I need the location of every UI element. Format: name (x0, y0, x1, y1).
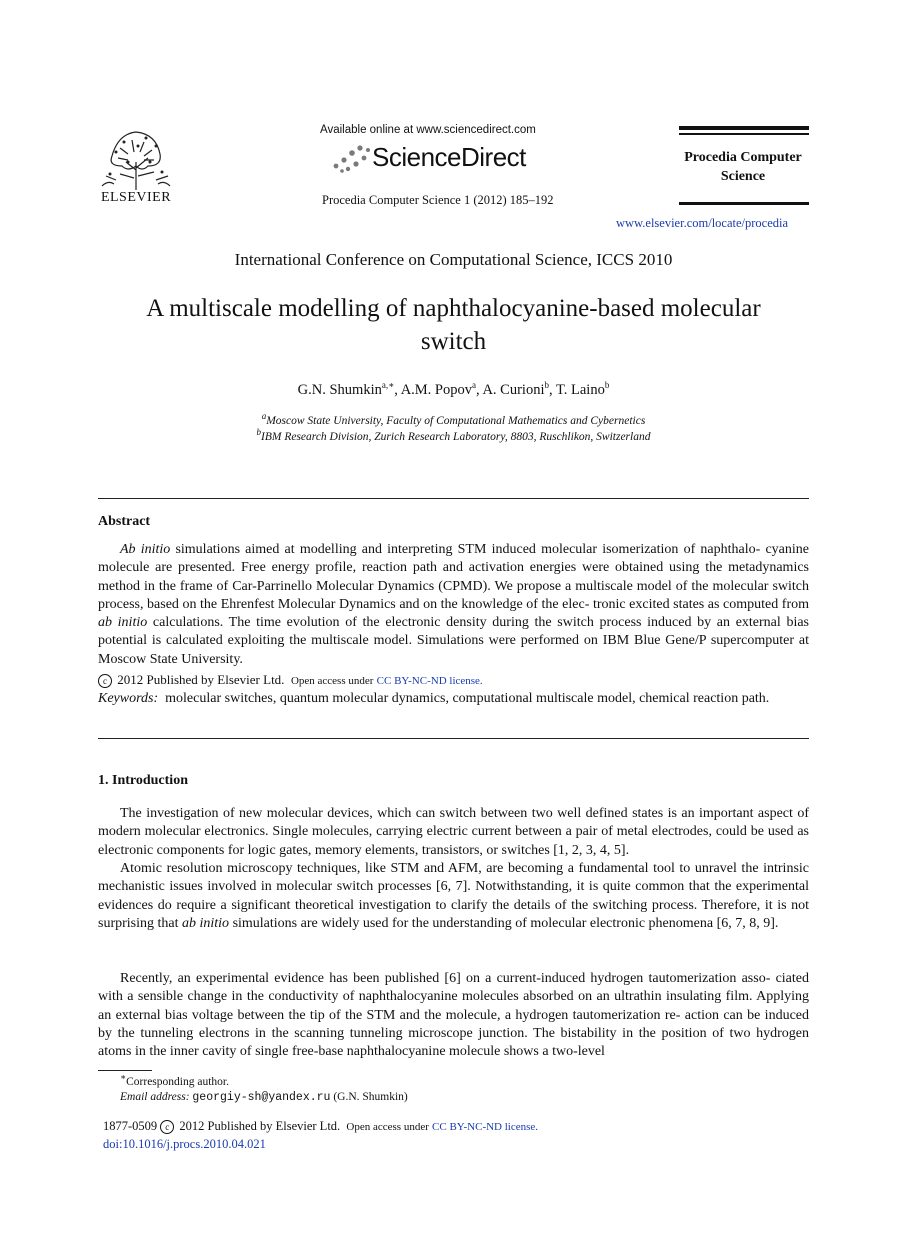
elsevier-tree-logo-icon (98, 126, 174, 192)
journal-name (672, 148, 814, 186)
copyright-icon: c (160, 1120, 174, 1134)
doi-link[interactable]: doi:10.1016/j.procs.2010.04.021 (103, 1137, 266, 1151)
author-sup: b (544, 380, 549, 391)
keywords-label: Keywords: (98, 691, 159, 706)
journal-reference: Procedia Computer Science 1 (2012) 185–192 (322, 193, 554, 207)
copyright-line (98, 672, 483, 688)
abstract-line: of the molecular switch process, based on the Ehrenfest Molecular Dynamics and on the knowledge of the elec- (98, 578, 809, 612)
abstract-line: cyanine molecule are presented. Free energy profile, reaction path and activation energies were obtained using the (98, 542, 809, 576)
intro-paragraph-2 (98, 860, 809, 933)
email-owner: (G.N. Shumkin) (333, 1091, 408, 1103)
paragraph-line: the experimental evidences do require a significant theoretical investigation to clarify the details of the switching (98, 879, 810, 913)
keywords-text: molecular switches, quantum molecular dynamics, computational multiscale model, chemical reaction (165, 691, 739, 706)
footer-open-access: Open access under (346, 1121, 429, 1133)
affiliation-b (0, 427, 907, 443)
affiliation-sup: b (256, 427, 262, 438)
issn: 1877-0509 (103, 1119, 158, 1133)
journal-name-line1: Procedia Computer (684, 150, 802, 165)
footer-license-link[interactable]: CC BY-NC-ND license. (432, 1121, 539, 1133)
paragraph-line: The investigation of new molecular devices, which can switch between two well defined states is an important (120, 806, 754, 821)
journal-bar-top (679, 126, 809, 130)
abstract-line: tronic excited states as computed from (592, 596, 810, 612)
copyright-icon: c (98, 674, 112, 688)
abstract-top-rule (98, 498, 809, 499)
paragraph-line: intrinsic mechanistic issues involved in molecular switch processes [6, 7]. Notwithstanding, it is quite common that (98, 861, 809, 895)
author-list: G.N. Shumkin$^{a,∗}$, A.M. Popov$^a$, A. Curioni$^b$, T. Laino$^b$ (297, 380, 610, 398)
footnote-rule (98, 1070, 152, 1071)
available-online-text[interactable]: Available online at www.sciencedirect.com (320, 124, 536, 136)
paragraph-line: film. Applying an external bias voltage between the tip of the STM and the molecule, a hydrogen tautomerization re- (98, 989, 810, 1023)
paragraph-line: aspect of modern molecular electronics. Single molecules, carrying electric current between a pair of metal electrodes, (98, 806, 809, 840)
email-label: Email address: (120, 1091, 190, 1103)
paragraph-line: Atomic resolution microscopy techniques, like STM and AFM, are becoming a fundamental tool to unravel the (120, 861, 759, 876)
elsevier-logo-text: ELSEVIER (100, 190, 172, 205)
corresponding-text: Corresponding author. (126, 1076, 229, 1088)
paragraph-line: simulations are widely used for the understanding of molecular (232, 915, 587, 931)
keywords-text-cont: path. (741, 691, 770, 706)
paragraph-line: could be used as electronic components for logic gates, memory elements, transistors, or switches [1, 2, 3, 4, 5]. (98, 824, 809, 858)
keywords (98, 690, 809, 708)
email-address[interactable]: georgiy-sh@yandex.ru (192, 1091, 331, 1104)
paragraph-line: electronic phenomena [6, 7, 8, 9]. (589, 915, 779, 931)
conference-name: International Conference on Computational Science, ICCS 2010 (234, 250, 673, 269)
abstract-heading: Abstract (98, 514, 151, 529)
affiliation-text: Moscow State University, Faculty of Computational Mathematics and Cybernetics (266, 415, 646, 427)
affiliation-sup: a (261, 411, 267, 422)
corresponding-author-note (120, 1072, 229, 1088)
author-name: A. Curioni (482, 382, 545, 398)
abstract-line: performed on IBM Blue Gene/P supercomputer at Moscow State University. (98, 633, 809, 667)
author-sup: b (604, 380, 610, 391)
abstract-bottom-rule (98, 738, 809, 739)
paragraph-line: Recently, an experimental evidence has been published [6] on a current-induced hydrogen tautomerization asso- (120, 971, 771, 986)
author-name: T. Laino (555, 382, 605, 398)
intro-paragraph-1 (98, 805, 809, 860)
abstract-line: calculations. The time evolution of the electronic density during the (152, 615, 552, 631)
author-sup: a,∗ (381, 380, 395, 391)
introduction-heading: 1. Introduction (98, 773, 188, 788)
footnote-star: ∗ (120, 1072, 127, 1083)
abstract-line: switch process induced by an external bias potential is calculated exploiting the multiscale model. Simulations were (98, 615, 809, 649)
author-name: G.N. Shumkin (297, 382, 382, 398)
author-sup: a (472, 380, 476, 391)
journal-url-link[interactable]: www.elsevier.com/locate/procedia (616, 216, 789, 230)
ab-initio-emphasis: Ab initio (120, 542, 171, 557)
affiliation-a (0, 411, 907, 427)
journal-name-line2: Science (720, 169, 766, 184)
open-access-text: Open access under (290, 675, 374, 687)
abstract-line: simulations aimed at modelling and interpreting STM induced molecular isomerization of naphthalo- (175, 542, 761, 557)
paragraph-line: action can be induced by the tunneling electrons in the scanning tunneling microscope junction. The bistability in the (98, 1007, 809, 1041)
journal-bar-bottom (679, 202, 809, 205)
abstract-body (98, 541, 809, 669)
paper-title (100, 292, 807, 358)
license-link[interactable]: CC BY-NC-ND license. (376, 675, 483, 687)
paragraph-line: process. Therefore, it is not surprising that (98, 897, 810, 931)
ab-initio-emphasis: ab initio (182, 915, 230, 931)
affiliation-text: IBM Research Division, Zurich Research Laboratory, 8803, Ruschlikon, Switzerland (261, 431, 651, 443)
intro-paragraph-3 (98, 970, 809, 1061)
sciencedirect-logo-text[interactable]: ScienceDirect (372, 142, 526, 172)
journal-bar-top-thin (679, 133, 809, 135)
ab-initio-emphasis: ab initio (98, 615, 148, 631)
footer-published: 2012 Published by Elsevier Ltd. (179, 1119, 341, 1133)
paragraph-line: ciated with a sensible change in the conductivity of naphthalocyanine molecules absorbed on an ultrathin insulating (98, 971, 809, 1005)
abstract-line: metadynamics method in the frame of Car-Parrinello Molecular Dynamics (CPMD). We propose a multiscale model (98, 560, 810, 594)
author-name: A.M. Popov (400, 382, 472, 398)
paper-title-line1: A multiscale modelling of naphthalocyanine-based molecular (146, 295, 761, 322)
issn-line (103, 1119, 538, 1134)
email-note (120, 1091, 408, 1104)
paper-title-line2: switch (420, 328, 487, 355)
paragraph-line: position of two hydrogen atoms in the inner cavity of single free-base naphthalocyanine molecule shows a two-level (98, 1025, 810, 1060)
copyright-text: 2012 Published by Elsevier Ltd. (117, 672, 285, 687)
